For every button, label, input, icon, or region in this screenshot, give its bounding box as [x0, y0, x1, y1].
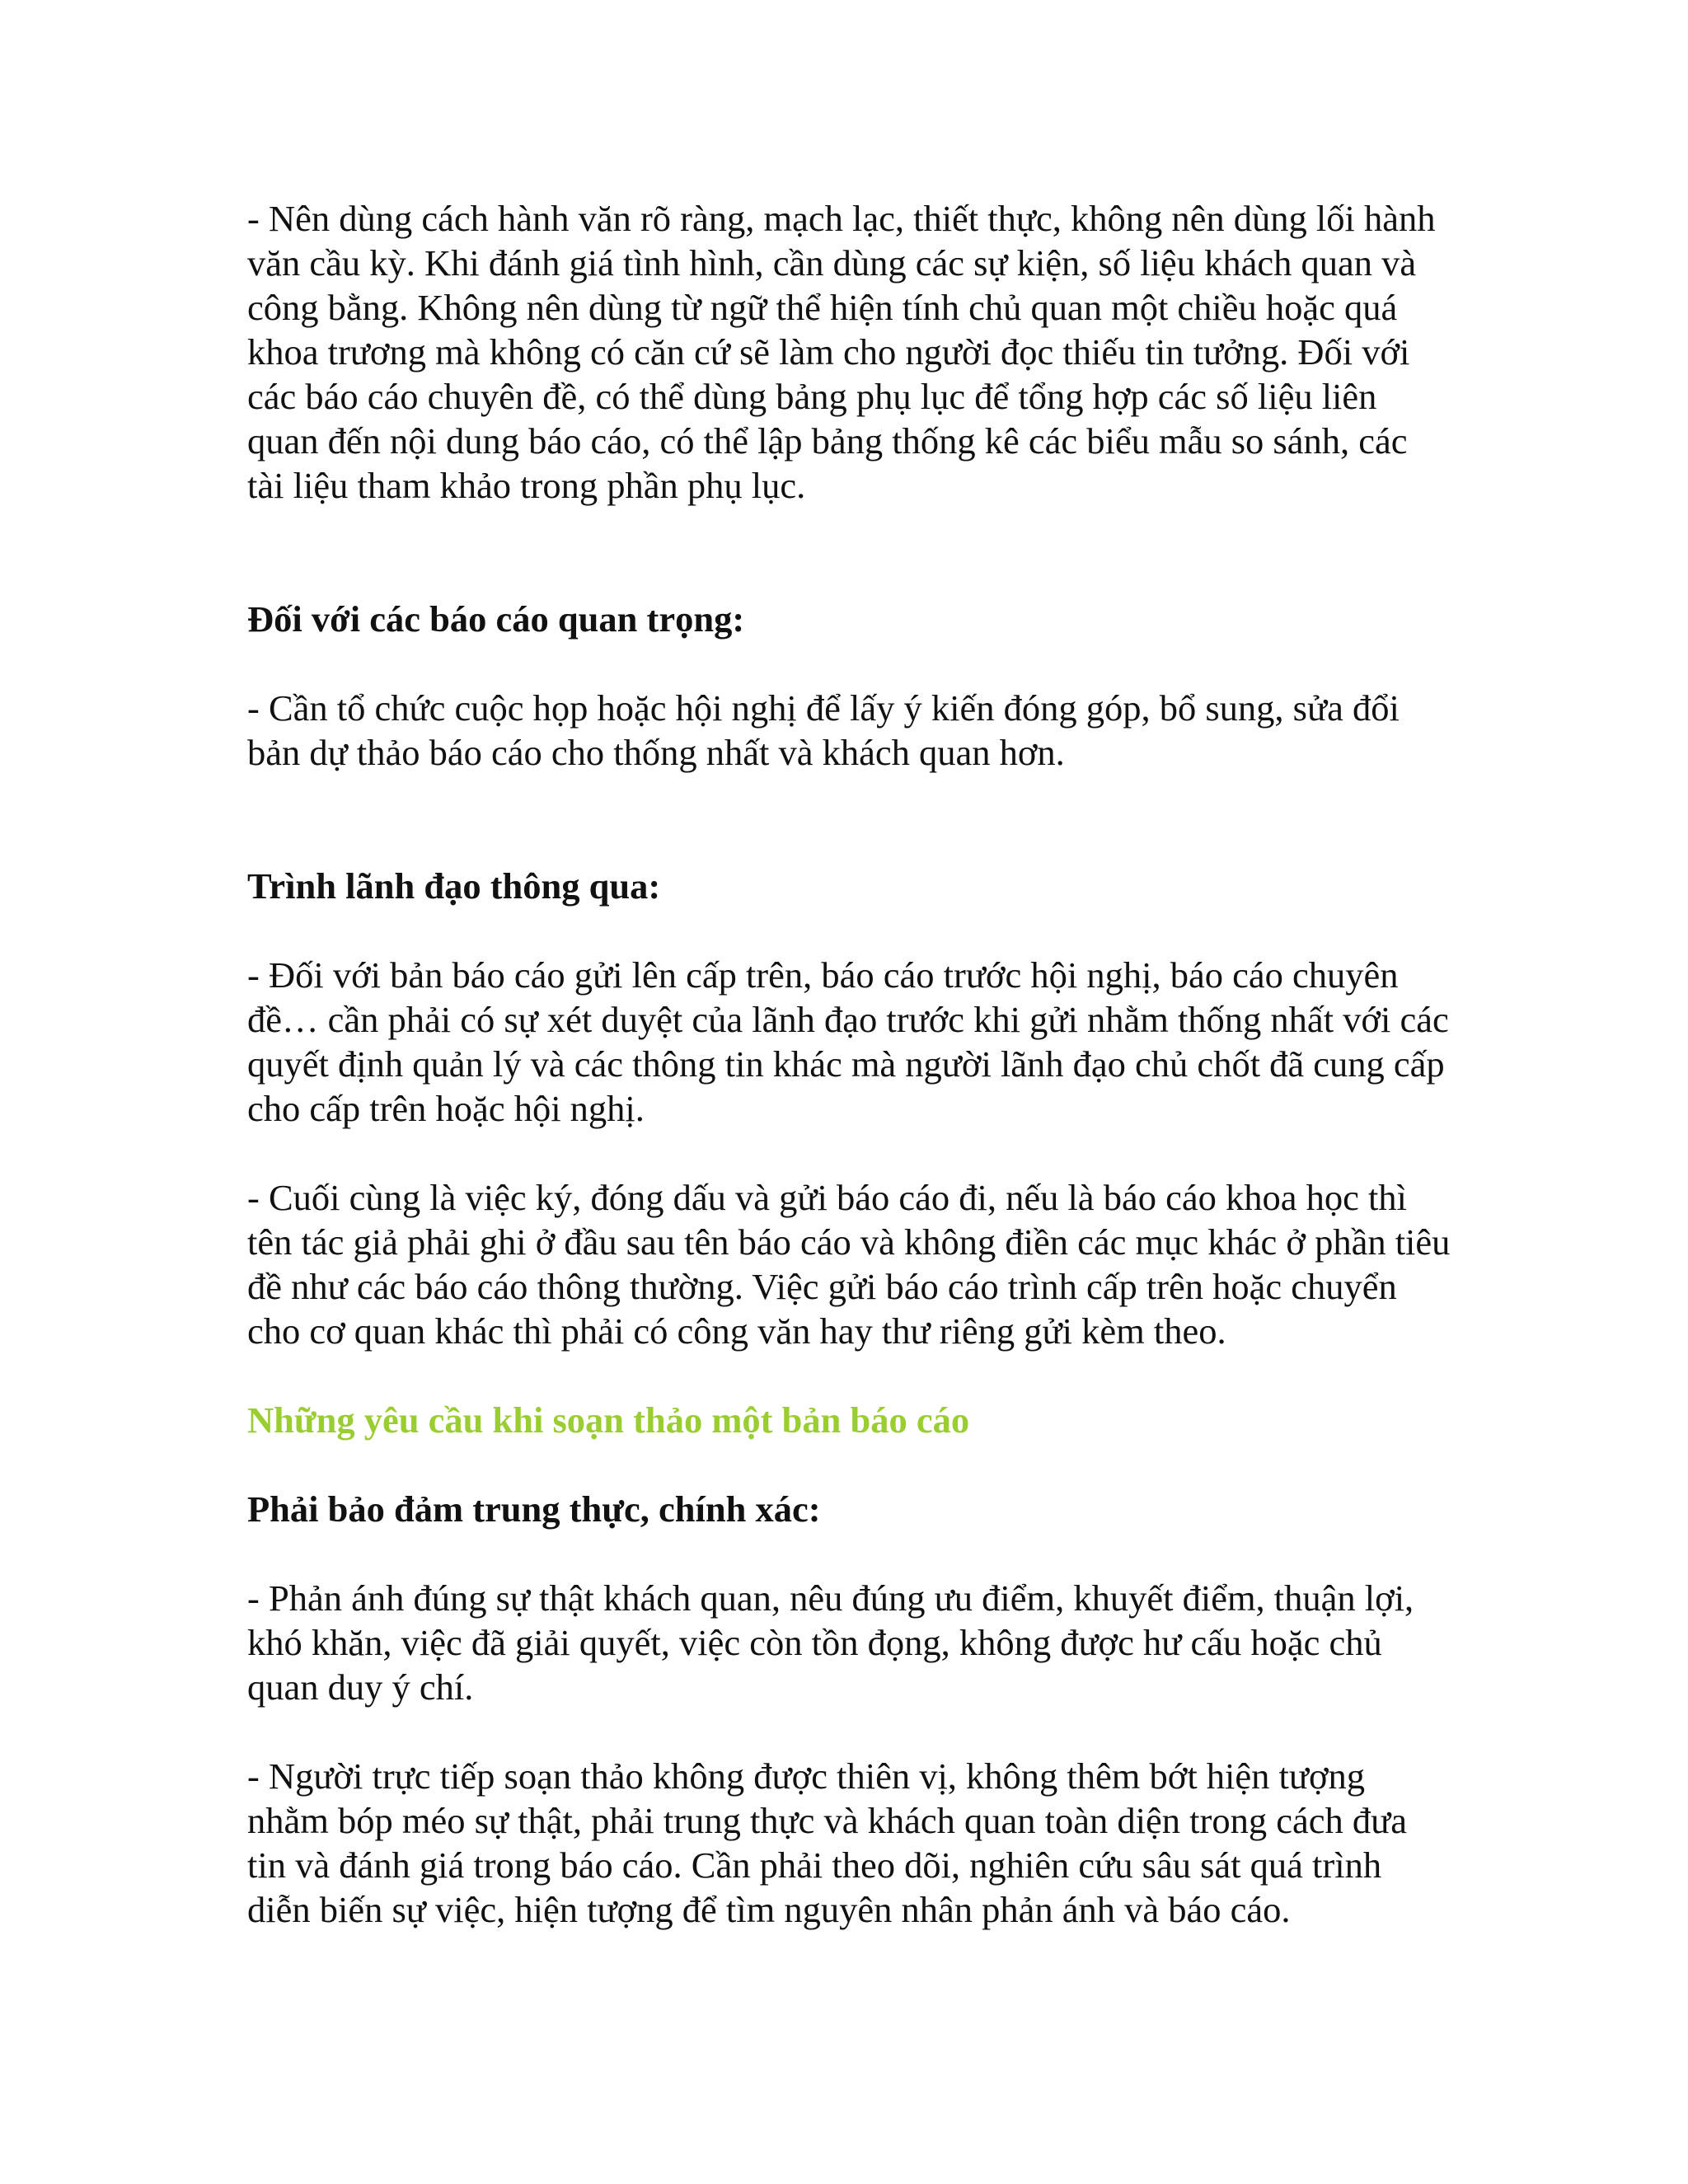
section-title-requirements: Những yêu cầu khi soạn thảo một bản báo cáo — [247, 1399, 970, 1441]
heading-leadership-approval: Trình lãnh đạo thông qua: — [247, 865, 661, 907]
paragraph-reflect-truth: - Phản ánh đúng sự thật khách quan, nêu đúng ưu điểm, khuyết điểm, thuận lợi, khó khăn, việc đã giải quyết, việc còn tồn đọng, không được hư cấu hoặc chủ quan duy ý chí. — [247, 1577, 1414, 1708]
heading-honest-accurate: Phải bảo đảm trung thực, chính xác: — [247, 1488, 821, 1530]
paragraph-meeting: - Cần tổ chức cuộc họp hoặc hội nghị để lấy ý kiến đóng góp, bổ sung, sửa đổi bản dự thảo báo cáo cho thống nhất và khách quan hơn. — [247, 687, 1400, 773]
heading-important-reports: Đối với các báo cáo quan trọng: — [247, 598, 745, 640]
paragraph-writer-impartial: - Người trực tiếp soạn thảo không được thiên vị, không thêm bớt hiện tượng nhằm bóp méo sự thật, phải trung thực và khách quan toàn diện trong cách đưa tin và đánh giá trong báo cáo. Cần phải theo dõi, nghiên cứu sâu sát quá trình diễn biến sự việc, hiện tượng để tìm nguyên nhân phản ánh và báo cáo. — [247, 1755, 1407, 1930]
document-page — [247, 196, 1451, 1932]
paragraph-writing-style: - Nên dùng cách hành văn rõ ràng, mạch lạc, thiết thực, không nên dùng lối hành văn cầu kỳ. Khi đánh giá tình hình, cần dùng các sự kiện, số liệu khách quan và công bằng. Không nên dùng từ ngữ thể hiện tính chủ quan một chiều hoặc quá khoa trương mà không có căn cứ sẽ làm cho người đọc thiếu tin tưởng. Đối với các báo cáo chuyên đề, có thể dùng bảng phụ lục để tổng hợp các số liệu liên quan đến nội dung báo cáo, có thể lập bảng thống kê các biểu mẫu so sánh, các tài liệu tham khảo trong phần phụ lục. — [247, 198, 1436, 506]
paragraph-approval: - Đối với bản báo cáo gửi lên cấp trên, báo cáo trước hội nghị, báo cáo chuyên đề… cần phải có sự xét duyệt của lãnh đạo trước khi gửi nhằm thống nhất với các quyết định quản lý và các thông tin khác mà người lãnh đạo chủ chốt đã cung cấp cho cấp trên hoặc hội nghị. — [247, 954, 1449, 1129]
paragraph-sign-and-send: - Cuối cùng là việc ký, đóng dấu và gửi báo cáo đi, nếu là báo cáo khoa học thì tên tác giả phải ghi ở đầu sau tên báo cáo và không điền các mục khác ở phần tiêu đề như các báo cáo thông thường. Việc gửi báo cáo trình cấp trên hoặc chuyển cho cơ quan khác thì phải có công văn hay thư riêng gửi kèm theo. — [247, 1177, 1451, 1352]
